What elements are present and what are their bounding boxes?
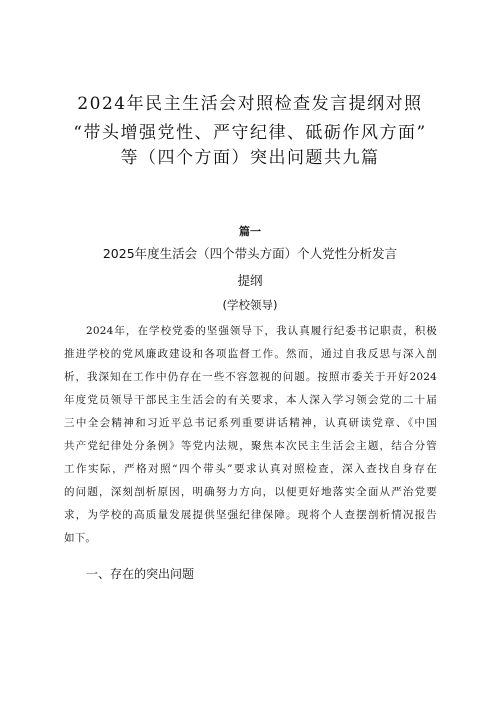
- body-line: 年度党员领导干部民主生活会的有关要求，本人深入学习领会党的二十届: [64, 394, 437, 406]
- section-heading: 一、存在的突出问题: [86, 567, 195, 581]
- body-line: 2024年，在学校党委的坚强领导下，我认真履行纪委书记职责，积极: [86, 325, 437, 337]
- document-title-line-2: “带头增强党性、严守纪律、砥砺作风方面”: [73, 123, 427, 143]
- subtitle-line-1: 2025年度生活会（四个带头方面）个人党性分析发言: [102, 246, 398, 261]
- body-line: 如下。: [64, 532, 97, 544]
- body-line: 析，我深知在工作中仍存在一些不容忽视的问题。按照市委关于开好2024: [64, 371, 437, 383]
- body-line: 三中全会精神和习近平总书记系列重要讲话精神，认真研读党章、《中国: [64, 417, 437, 429]
- body-line: 共产党纪律处分条例》等党内法规，聚焦本次民主生活会主题，结合分管: [64, 440, 437, 452]
- body-line: 求，为学校的高质量发展提供坚强纪律保障。现将个人查摆剖析情况报告: [64, 509, 437, 521]
- section-label: 篇一: [239, 225, 261, 238]
- body-line: 工作实际，严格对照“四个带头”要求认真对照检查，深入查找自身存在: [64, 463, 437, 475]
- body-line: 推进学校的党风廉政建设和各项监督工作。然而，通过自我反思与深入剖: [64, 348, 437, 360]
- document-title-line-3: 等（四个方面）突出问题共九篇: [120, 148, 380, 168]
- document-title-line-1: 2024年民主生活会对照检查发言提纲对照: [77, 94, 423, 114]
- subtitle-note: (学校领导): [222, 298, 278, 312]
- subtitle-line-2: 提纲: [237, 273, 263, 288]
- body-line: 的问题，深刻剖析原因，明确努力方向，以便更好地落实全面从严治党要: [64, 486, 437, 498]
